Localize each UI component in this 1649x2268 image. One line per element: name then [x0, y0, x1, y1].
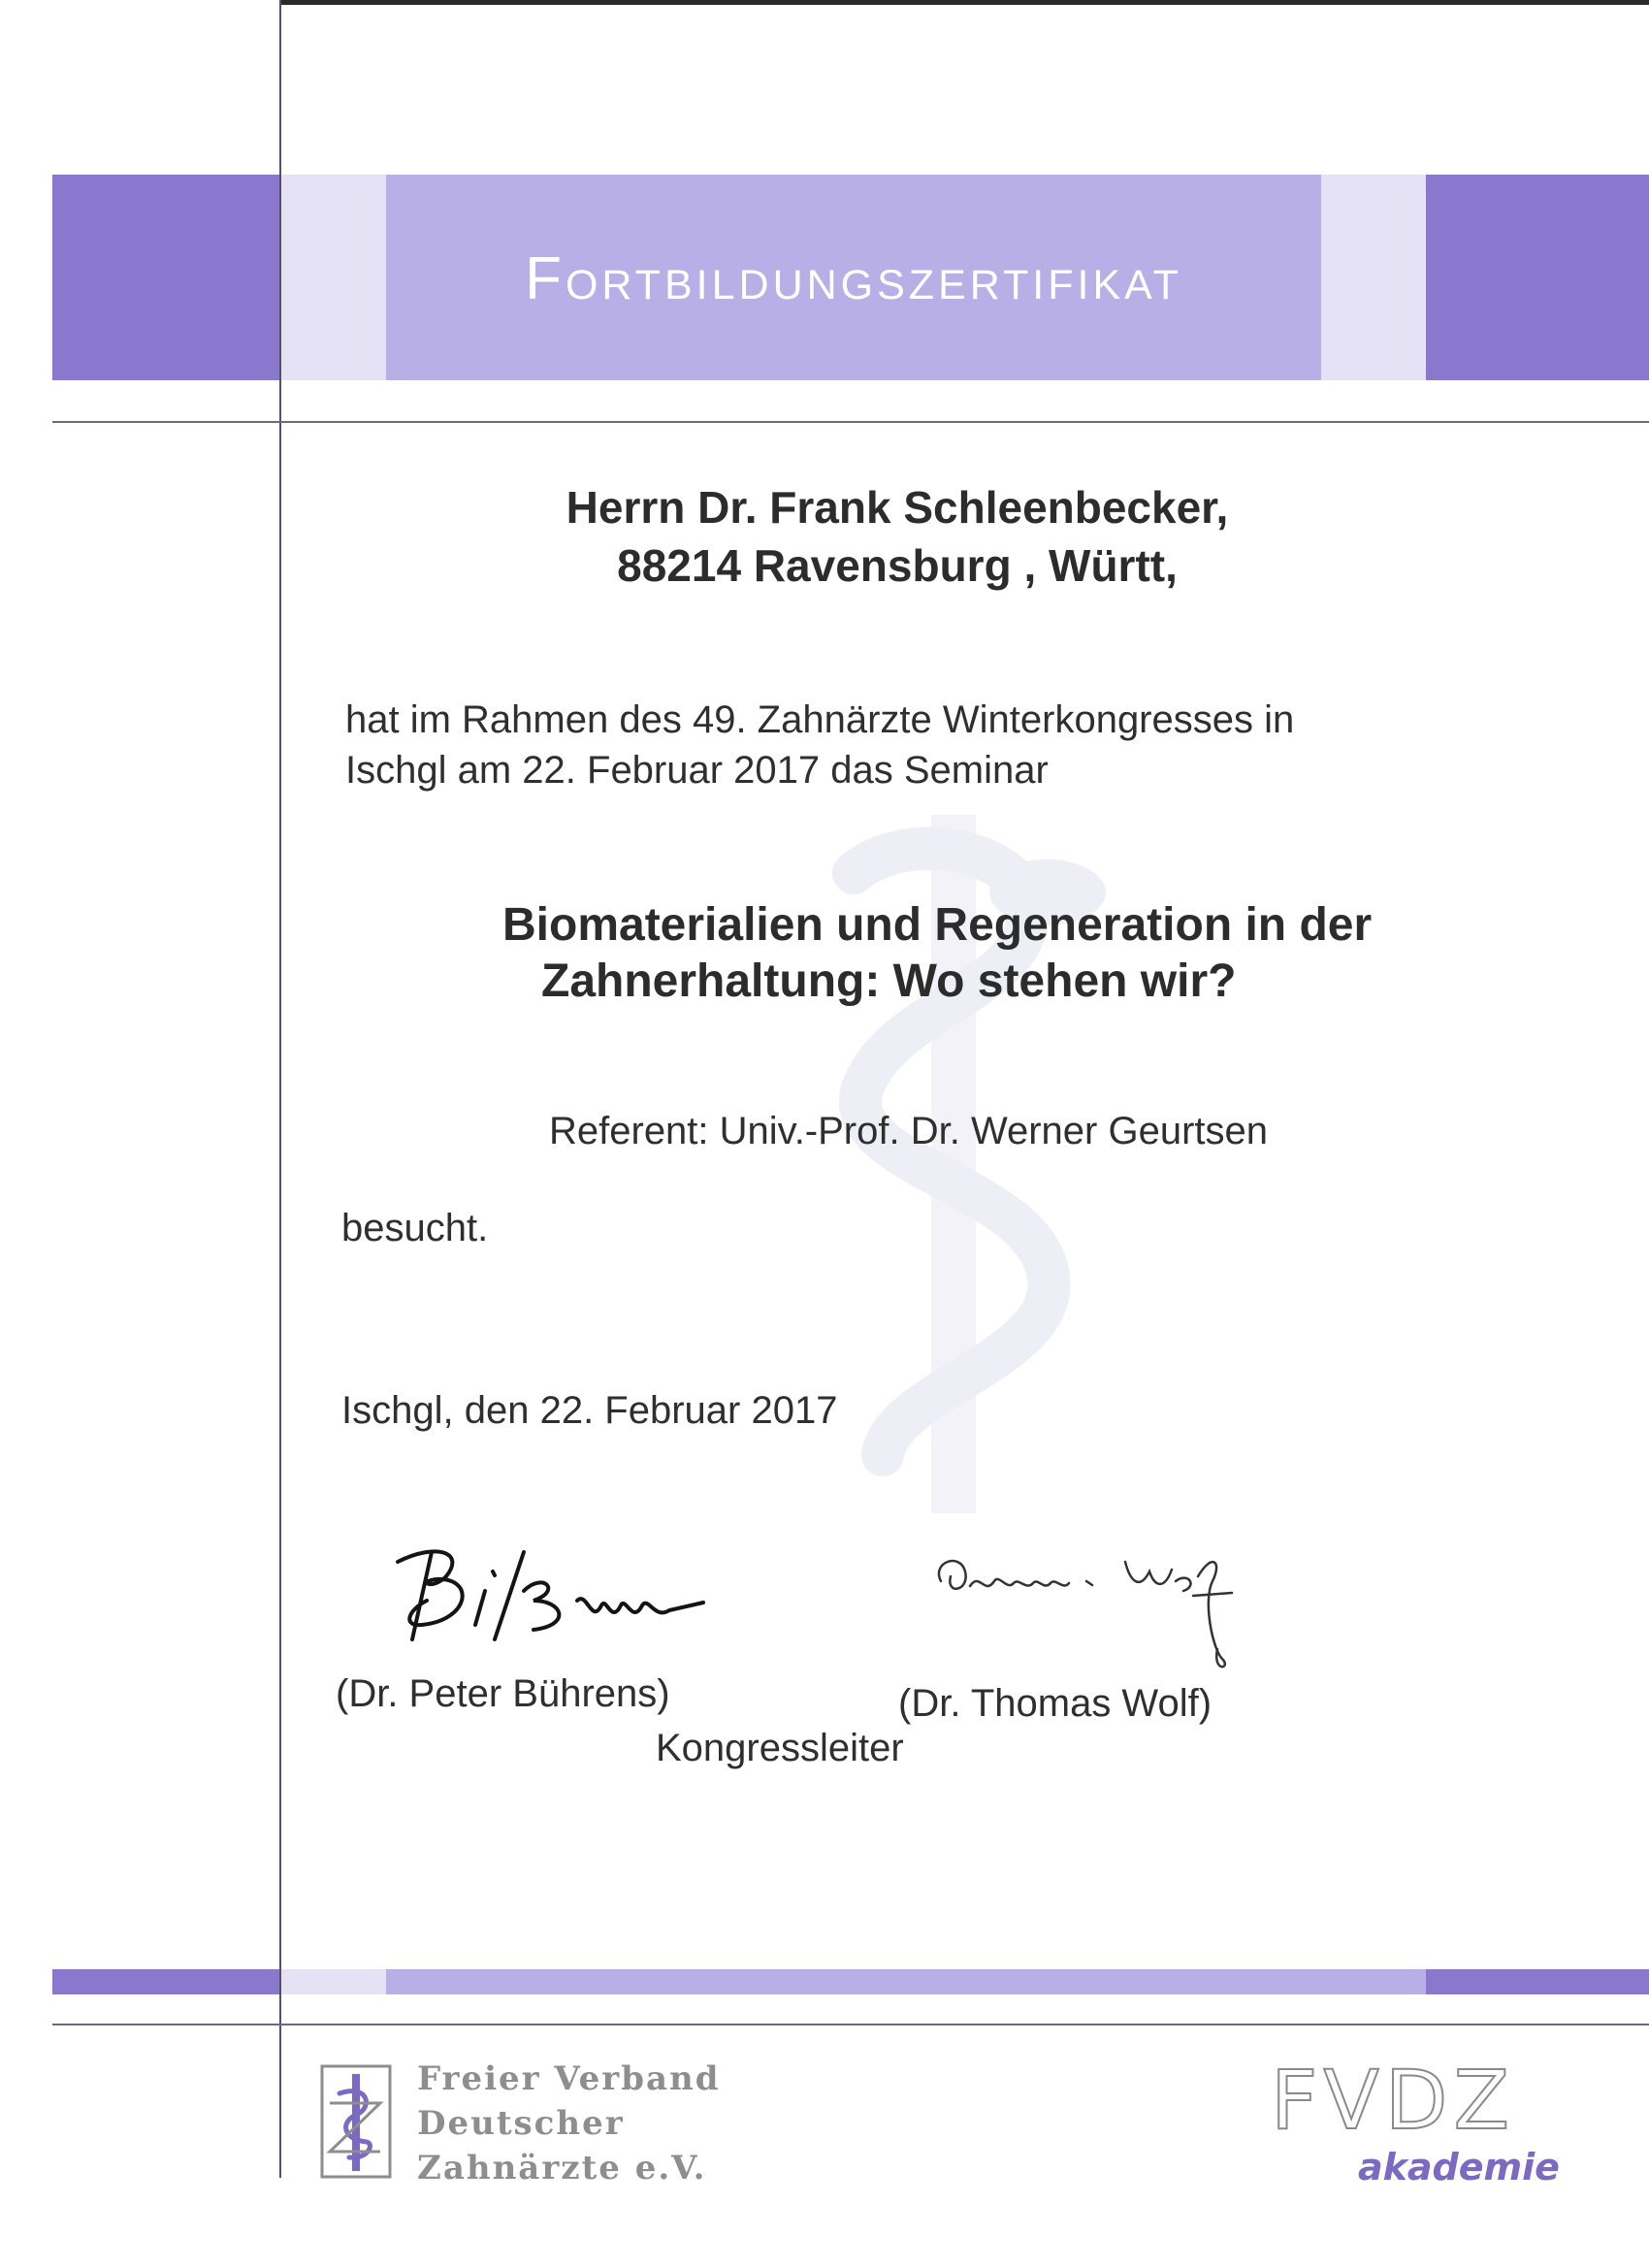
speaker-line: Referent: Univ.-Prof. Dr. Werner Geurtsen	[549, 1110, 1268, 1152]
signature-wolf	[922, 1542, 1261, 1678]
recipient-address: 88214 Ravensburg , Württ,	[617, 540, 1178, 591]
footer-band-left	[52, 1969, 279, 1994]
signatory-right-name: (Dr. Thomas Wolf)	[898, 1682, 1212, 1725]
header-band-gap-left	[281, 175, 386, 380]
seminar-title-line-2: Zahnerhaltung: Wo stehen wir?	[541, 956, 1237, 1007]
organization-name-line-2: Deutscher	[417, 2104, 625, 2143]
intro-line-2: Ischgl am 22. Februar 2017 das Seminar	[345, 749, 1049, 792]
organization-name-line-1: Freier Verband	[417, 2059, 721, 2098]
signature-buehrens	[378, 1533, 718, 1659]
signatory-left-name: (Dr. Peter Bührens)	[336, 1672, 670, 1715]
recipient-name: Herrn Dr. Frank Schleenbecker,	[566, 482, 1229, 533]
header-band-right	[1426, 175, 1649, 380]
place-date: Ischgl, den 22. Februar 2017	[341, 1389, 838, 1432]
top-border	[279, 0, 1649, 5]
seminar-title-line-1: Biomaterialien und Regeneration in der	[502, 899, 1373, 951]
intro-line-1: hat im Rahmen des 49. Zahnärzte Winterkongresses in	[345, 698, 1295, 741]
header-band-gap-right	[1321, 175, 1426, 380]
organization-name-line-3: Zahnärzte e.V.	[417, 2149, 707, 2187]
footer-band-right	[1426, 1969, 1649, 1994]
organization-name	[417, 2057, 720, 2190]
signatory-role: Kongressleiter	[656, 1727, 904, 1769]
header-band-left	[52, 175, 279, 380]
footer-band-gap-left	[281, 1969, 386, 1994]
certificate-title: Fortbildungszertifikat	[525, 245, 1182, 312]
fvdz-emblem-icon	[320, 2064, 392, 2179]
fvdz-logo-akademie: akademie	[1358, 2146, 1560, 2188]
footer-divider	[52, 2024, 1649, 2025]
footer-band-center	[386, 1969, 1426, 1994]
attended-text: besucht.	[341, 1207, 489, 1249]
fvdz-logo-letters: FVDZ	[1271, 2053, 1516, 2148]
header-divider	[52, 421, 1649, 423]
